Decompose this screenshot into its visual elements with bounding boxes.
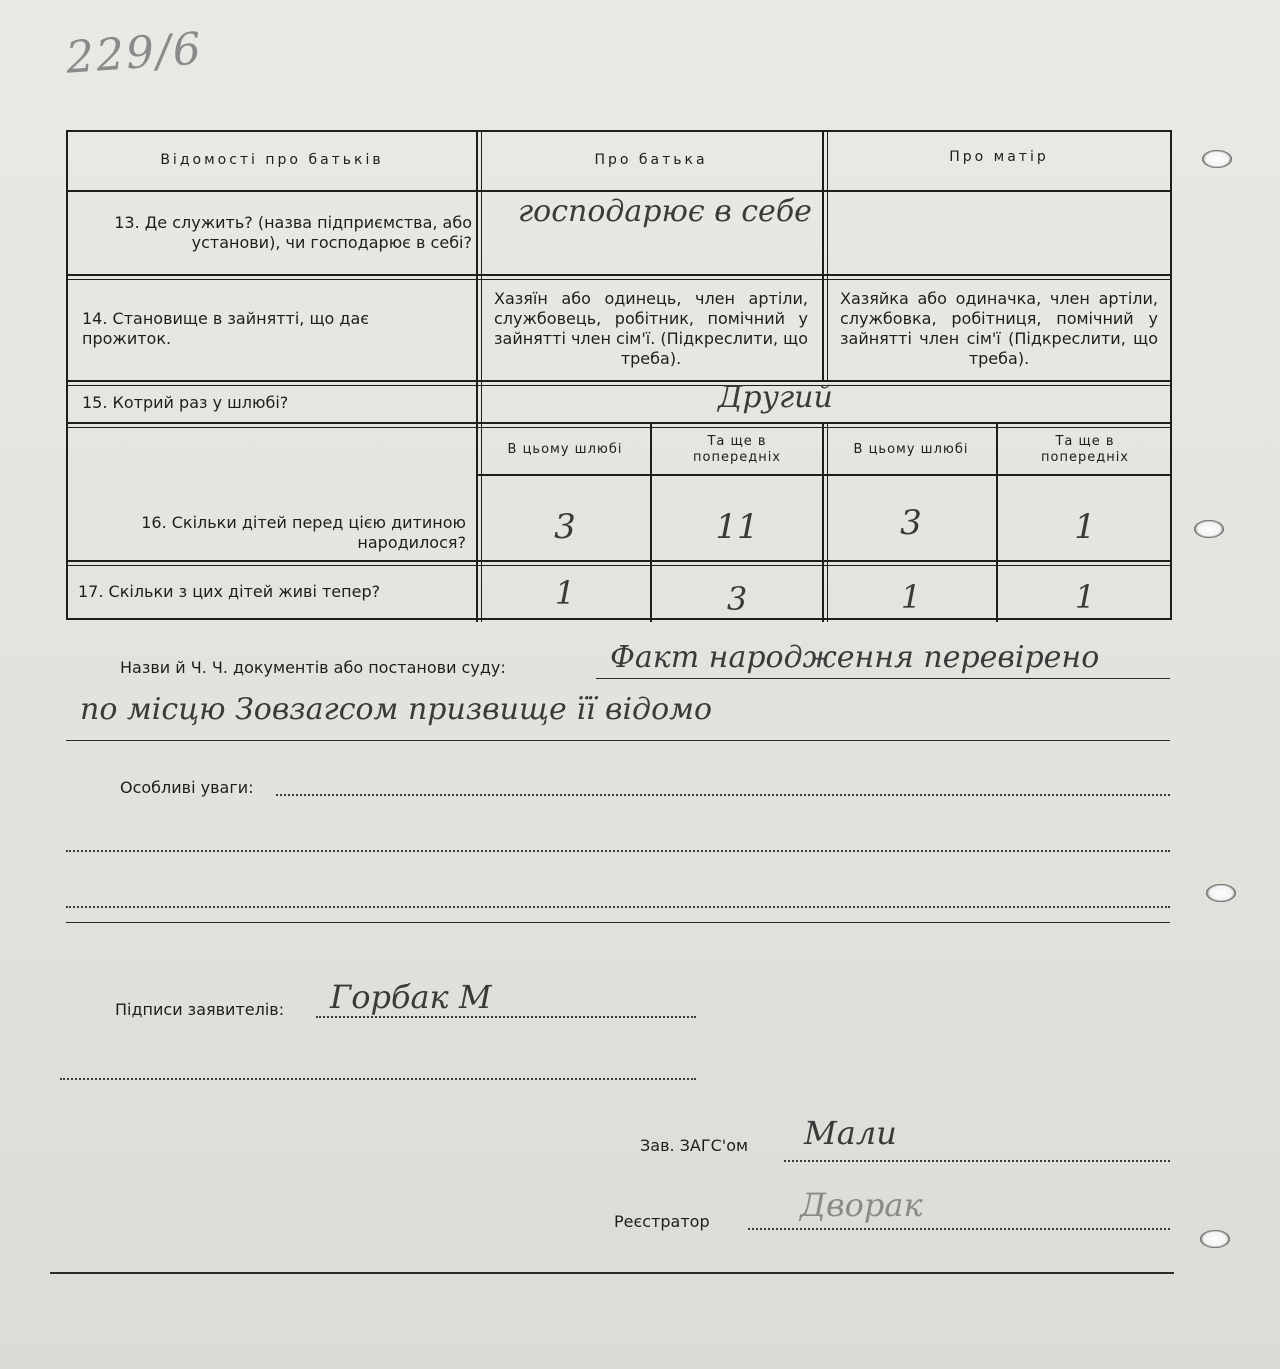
registrar-signature: Дворак: [800, 1186, 923, 1224]
subheader-father-previous: Та ще в попередніх: [693, 433, 781, 465]
q16-label: 16. Скільки дітей перед цією дитиною народилося?: [141, 513, 466, 552]
q13-answer: господарює в себе: [518, 194, 812, 229]
q16-mother-prev: 1: [1074, 506, 1096, 547]
registrar-label: Реєстратор: [614, 1212, 710, 1231]
q14-father-options: Хазяїн або одинець, член артіли, службовець, робітник, помічний у зайнятті член сім'ї. (Підкреслити, що треба).: [494, 289, 808, 368]
subheader-mother-previous: Та ще в попередніх: [1041, 433, 1129, 465]
q15-answer: Другий: [718, 380, 833, 415]
header-parents-info: Відомості про батьків: [160, 152, 384, 169]
header-father: Про батька: [594, 152, 708, 169]
q17-father-prev: 3: [726, 580, 748, 618]
q17-mother-this: 1: [900, 578, 922, 616]
archive-number: 229/6: [64, 23, 205, 84]
zags-head-signature: Мали: [804, 1114, 897, 1152]
q13-label: 13. Де служить? (назва підприємства, або установи), чи господарює в себі?: [114, 213, 472, 252]
binding-hole: [1194, 520, 1224, 538]
parents-info-table: [66, 130, 1172, 620]
binding-hole: [1202, 150, 1232, 168]
q16-father-prev: 11: [715, 506, 759, 547]
q17-mother-prev: 1: [1074, 578, 1096, 616]
applicants-signature-label: Підписи заявителів:: [115, 1000, 285, 1019]
documents-label: Назви й Ч. Ч. документів або постанови суду:: [120, 658, 506, 677]
q16-father-this: 3: [554, 506, 576, 547]
subheader-father-this-marriage: В цьому шлюбі: [507, 441, 623, 457]
header-mother: Про матір: [949, 149, 1049, 166]
binding-hole: [1206, 884, 1236, 902]
q14-mother-options: Хазяйка або одиначка, член артіли, службовка, робітниця, помічний у зайнятті член сім'ї (Підкреслити, що треба).: [840, 289, 1158, 368]
q17-father-this: 1: [554, 574, 576, 612]
q16-mother-this: 3: [900, 502, 922, 543]
q17-label: 17. Скільки з цих дітей живі тепер?: [78, 582, 381, 601]
applicants-signature: Горбак М: [330, 978, 492, 1016]
zags-head-label: Зав. ЗАГС'ом: [640, 1136, 749, 1155]
q14-label: 14. Становище в зайнятті, що дає прожиток.: [82, 309, 370, 348]
q15-label: 15. Котрий раз у шлюбі?: [82, 393, 289, 412]
remarks-label: Особливі уваги:: [120, 778, 254, 797]
documents-line1: Факт народження перевірено: [610, 640, 1100, 675]
documents-line2: по місцю Зовзагсом призвище її відомо: [80, 692, 713, 727]
binding-hole: [1200, 1230, 1230, 1248]
subheader-mother-this-marriage: В цьому шлюбі: [853, 441, 969, 457]
